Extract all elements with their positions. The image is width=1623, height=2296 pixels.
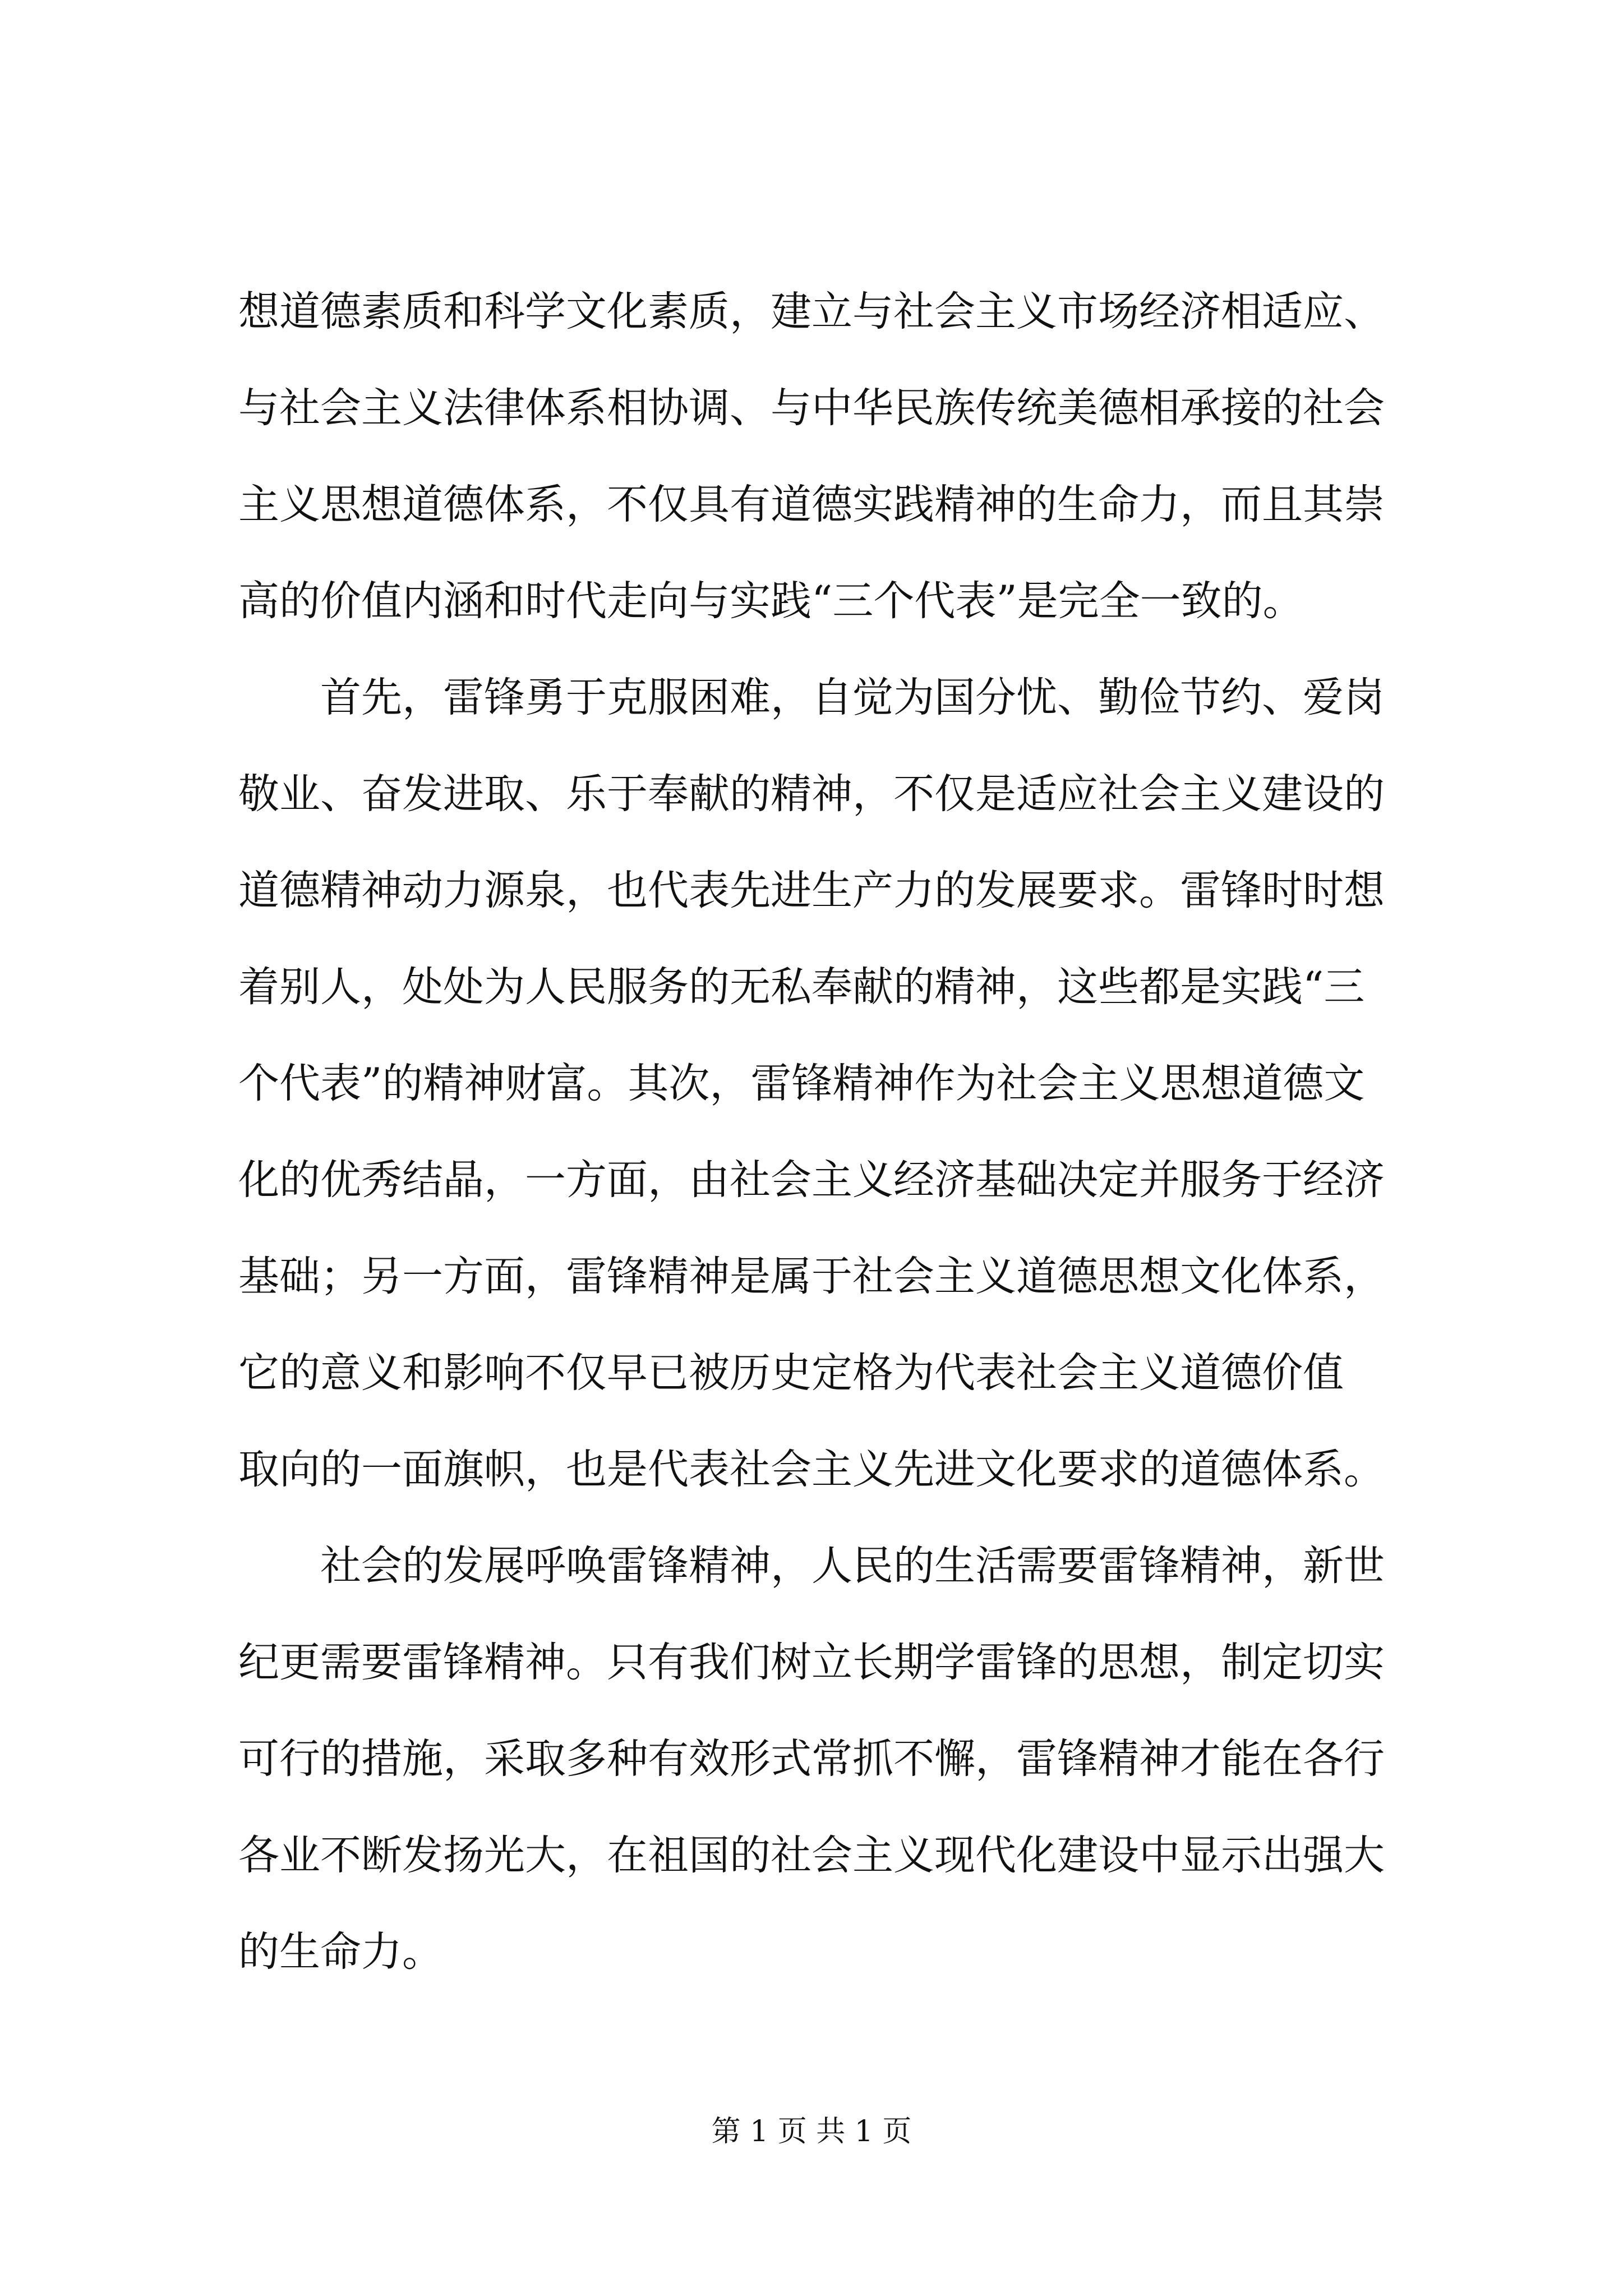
text-line: 可行的措施，采取多种有效形式常抓不懈，雷锋精神才能在各行 xyxy=(238,1735,1385,1783)
text-line: 道德精神动力源泉，也代表先进生产力的发展要求。雷锋时时想 xyxy=(238,867,1385,914)
text-line: 基础；另一方面，雷锋精神是属于社会主义道德思想文化体系， xyxy=(238,1253,1385,1300)
paragraph-2 xyxy=(238,650,1427,1518)
paragraph-1 xyxy=(238,264,1427,650)
text-line: 主义思想道德体系，不仅具有道德实践精神的生命力，而且其崇 xyxy=(238,481,1385,528)
text-line: 各业不断发扬光大，在祖国的社会主义现代化建设中显示出强大 xyxy=(238,1832,1385,1879)
text-line: 个代表”的精神财富。其次，雷锋精神作为社会主义思想道德文 xyxy=(238,1060,1365,1107)
page-footer: 第 1 页 共 1 页 xyxy=(711,2115,912,2148)
text-line: 的生命力。 xyxy=(238,1928,443,1976)
text-line: 社会的发展呼唤雷锋精神，人民的生活需要雷锋精神，新世 xyxy=(320,1542,1385,1590)
text-line: 高的价值内涵和时代走向与实践“三个代表”是完全一致的。 xyxy=(238,577,1304,625)
text-line: 与社会主义法律体系相协调、与中华民族传统美德相承接的社会 xyxy=(238,384,1385,432)
text-line: 化的优秀结晶，一方面，由社会主义经济基础决定并服务于经济 xyxy=(238,1156,1385,1204)
text-line: 想道德素质和科学文化素质，建立与社会主义市场经济相适应、 xyxy=(238,288,1385,335)
document-body xyxy=(238,264,1427,2000)
text-line: 着别人，处处为人民服务的无私奉献的精神，这些都是实践“三 xyxy=(238,963,1365,1011)
text-line: 取向的一面旗帜，也是代表社会主义先进文化要求的道德体系。 xyxy=(238,1446,1385,1493)
text-line: 它的意义和影响不仅早已被历史定格为代表社会主义道德价值 xyxy=(238,1349,1344,1397)
paragraph-3 xyxy=(238,1518,1427,2000)
text-line: 首先，雷锋勇于克服困难，自觉为国分忧、勤俭节约、爱岗 xyxy=(320,674,1385,721)
text-line: 敬业、奋发进取、乐于奉献的精神，不仅是适应社会主义建设的 xyxy=(238,770,1385,818)
text-line: 纪更需要雷锋精神。只有我们树立长期学雷锋的思想，制定切实 xyxy=(238,1639,1385,1686)
